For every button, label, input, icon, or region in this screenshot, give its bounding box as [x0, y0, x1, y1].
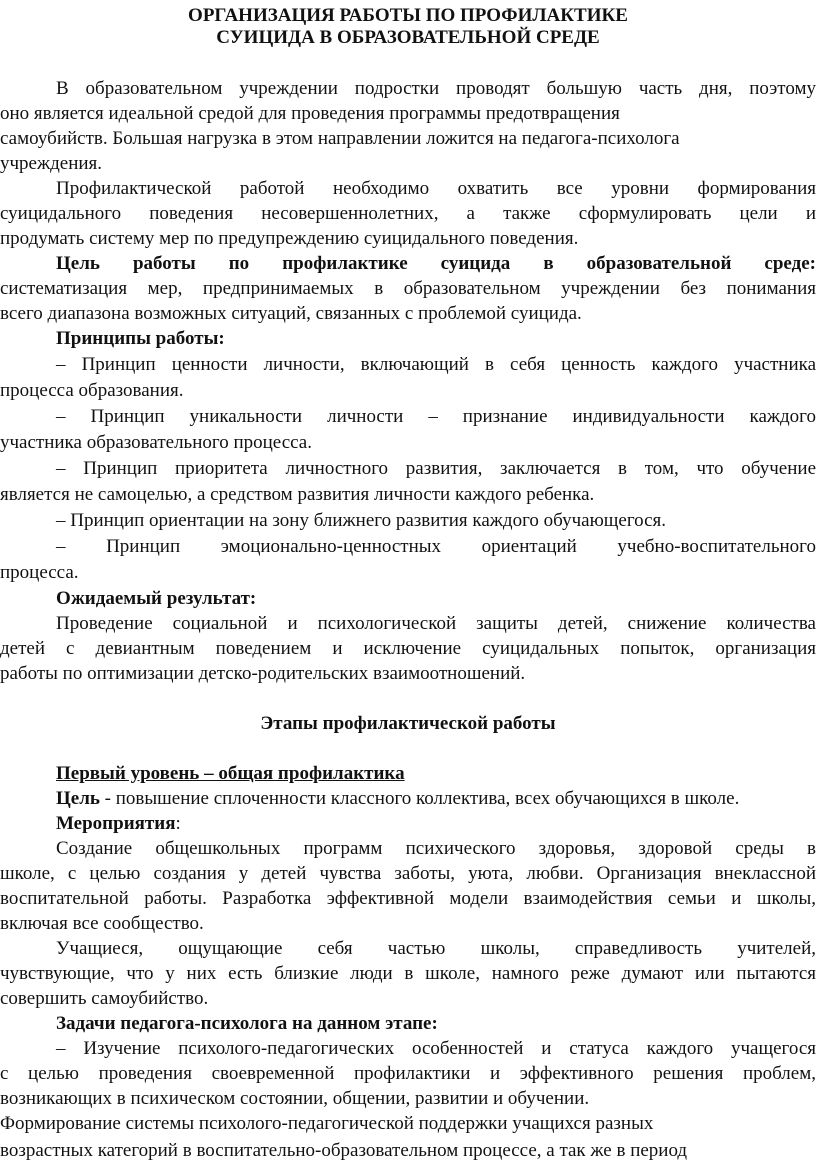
level1-p1-line-4: включая все сообщество. — [0, 913, 204, 934]
result-heading: Ожидаемый результат: — [56, 588, 257, 609]
intro-p2-line-1: Профилактической работой необходимо охватить все уровни формирования — [56, 178, 816, 199]
stages-heading: Этапы профилактической работы — [260, 713, 556, 734]
level1-events — [56, 813, 816, 835]
principle-3-line-2: является не самоцелью, а средством развития личности каждого ребенка. — [0, 484, 595, 505]
intro-p1-line-3: самоубийств. Большая нагрузка в этом направлении ложится на педагога-психолога — [0, 128, 680, 149]
level1-tail-line-2: возрастных категорий в воспитательно-образовательном процессе, а так же в период — [0, 1140, 688, 1161]
level1-goal-text: - повышение сплоченности классного коллектива, всех обучающихся в школе. — [99, 788, 740, 809]
principle-5-line-2: процесса. — [0, 562, 79, 583]
goal-line-2: всего диапазона возможных ситуаций, связанных с проблемой суицида. — [0, 303, 582, 324]
level1-events-colon: : — [175, 813, 181, 834]
principle-3-line-1: – Принцип приоритета личностного развития, заключается в том, что обучение — [56, 458, 816, 479]
level1-goal — [56, 788, 816, 810]
level1-tail-line-1: Формирование системы психолого-педагогической поддержки учащихся разных — [0, 1113, 654, 1134]
level1-goal-label: Цель — [56, 788, 100, 809]
result-line-3: работы по оптимизации детско-родительских взаимоотношений. — [0, 663, 526, 684]
principle-4-line-1: – Принцип ориентации на зону ближнего развития каждого обучающегося. — [56, 510, 667, 531]
principles-heading: Принципы работы: — [56, 328, 225, 349]
intro-p2-line-2: суицидального поведения несовершеннолетних, а также сформулировать цели и — [0, 203, 816, 224]
level1-p2-line-1: Учащиеся, ощущающие себя частью школы, справедливость учителей, — [56, 938, 816, 959]
level1-p2-line-2: чувствующие, что у них есть близкие люди в школе, намного реже думают или пытаются — [0, 963, 816, 984]
level1-task-line-2: с целью проведения своевременной профилактики и эффективного решения проблем, — [0, 1063, 816, 1084]
principle-2-line-2: участника образовательного процесса. — [0, 432, 312, 453]
level1-p1-line-2: школе, с целью создания у детей чувства заботы, уюта, любви. Организация внеклассной — [0, 863, 816, 884]
principle-1-line-2: процесса образования. — [0, 380, 184, 401]
level1-heading: Первый уровень – общая профилактика — [56, 763, 405, 784]
result-line-1: Проведение социальной и психологической защиты детей, снижение количества — [56, 613, 816, 634]
result-line-2: детей с девиантным поведением и исключение суицидальных попыток, организация — [0, 638, 816, 659]
level1-p1-line-3: воспитательной работы. Разработка эффективной модели взаимодействия семьи и школы, — [0, 888, 816, 909]
title-line-1: ОРГАНИЗАЦИЯ РАБОТЫ ПО ПРОФИЛАКТИКЕ — [188, 5, 628, 26]
intro-p1-line-2: оно является идеальной средой для проведения программы предотвращения — [0, 103, 620, 124]
level1-p1-line-1: Создание общешкольных программ психического здоровья, здоровой среды в — [56, 838, 816, 859]
principle-2-line-1: – Принцип уникальности личности – признание индивидуальности каждого — [56, 406, 816, 427]
intro-p1-line-4: учреждения. — [0, 153, 103, 174]
level1-task-line-1: – Изучение психолого-педагогических особенностей и статуса каждого учащегося — [56, 1038, 816, 1059]
level1-events-label: Мероприятия — [56, 813, 176, 834]
title-line-2: СУИЦИДА В ОБРАЗОВАТЕЛЬНОЙ СРЕДЕ — [216, 27, 600, 48]
level1-tasks-heading: Задачи педагога-психолога на данном этапе: — [56, 1013, 438, 1034]
goal-line-1: систематизация мер, предпринимаемых в образовательном учреждении без понимания — [0, 278, 816, 299]
goal-label: Цель работы по профилактике суицида в образовательной среде: — [56, 253, 816, 274]
level1-p2-line-3: совершить самоубийство. — [0, 988, 209, 1009]
intro-p2-line-3: продумать систему мер по предупреждению суицидального поведения. — [0, 228, 579, 249]
intro-p1-line-1: В образовательном учреждении подростки проводят большую часть дня, поэтому — [56, 78, 816, 99]
principle-1-line-1: – Принцип ценности личности, включающий в себя ценность каждого участника — [56, 354, 816, 375]
level1-task-line-3: возникающих в психическом состоянии, общении, развитии и обучении. — [0, 1088, 590, 1109]
principle-5-line-1: – Принцип эмоционально-ценностных ориентаций учебно-воспитательного — [56, 536, 816, 557]
